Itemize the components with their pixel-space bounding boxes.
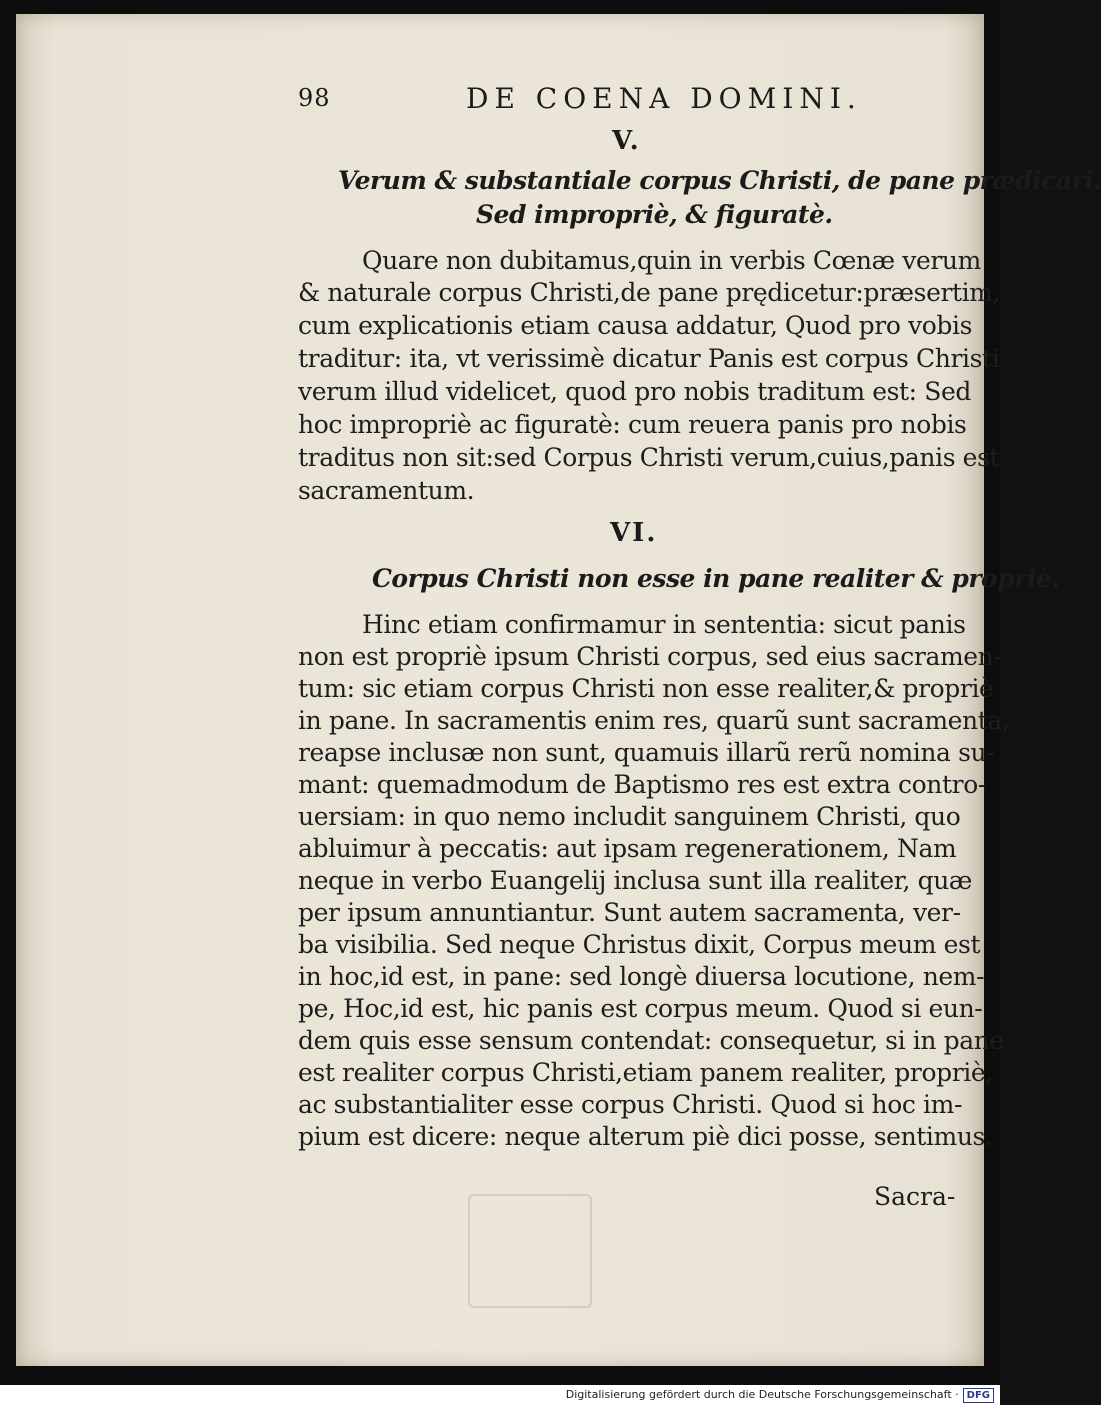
text-line: per ipsum annuntiantur. Sunt autem sacramenta, ver- (298, 898, 961, 927)
library-stamp (468, 1194, 592, 1308)
text-line: mant: quemadmodum de Baptismo res est extra contro- (298, 770, 986, 799)
section-number-6: VI. (610, 518, 658, 548)
dfg-logo-icon: DFG (963, 1388, 994, 1403)
text-line: hoc impropriè ac figuratè: cum reuera panis pro nobis (298, 410, 967, 439)
text-line: reapse inclusæ non sunt, quamuis illarũ rerũ nomina su- (298, 738, 995, 767)
running-head: DE COENA DOMINI. (466, 82, 862, 115)
text-line: Quare non dubitamus,quin in verbis Cœnæ verum (362, 246, 981, 275)
text-line: traditur: ita, vt verissimè dicatur Panis est corpus Christi (298, 344, 1000, 373)
text-line: in pane. In sacramentis enim res, quarũ sunt sacramenta, (298, 706, 1010, 735)
text-line: dem quis esse sensum contendat: consequetur, si in pane (298, 1026, 1004, 1055)
text-line: in hoc,id est, in pane: sed longè diuersa locutione, nem- (298, 962, 985, 991)
text-line: traditus non sit:sed Corpus Christi verum,cuius,panis est (298, 443, 1000, 472)
text-line: & naturale corpus Christi,de pane prędicetur:præsertim, (298, 278, 1001, 307)
book-page (16, 14, 1101, 1366)
text-line: pium est dicere: neque alterum piè dici posse, sentimus. (298, 1122, 993, 1151)
text-line: uersiam: in quo nemo includit sanguinem Christi, quo (298, 802, 961, 831)
section-title-6: Corpus Christi non esse in pane realiter & propriè. (372, 564, 1060, 593)
text-line: est realiter corpus Christi,etiam panem realiter, propriè, (298, 1058, 993, 1087)
section-number-5: V. (612, 126, 641, 156)
text-line: abluimur à peccatis: aut ipsam regenerationem, Nam (298, 834, 957, 863)
text-line: sacramentum. (298, 476, 475, 505)
text-line: Hinc etiam confirmamur in sententia: sicut panis (362, 610, 966, 639)
text-line: ac substantialiter esse corpus Christi. Quod si hoc im- (298, 1090, 962, 1119)
footer-credit: Digitalisierung gefördert durch die Deutsche Forschungsgemeinschaft · (565, 1388, 959, 1401)
text-line: ba visibilia. Sed neque Christus dixit, Corpus meum est (298, 930, 981, 959)
section-title-5-line-1: Verum & substantiale corpus Christi, de pane prædicari. (338, 166, 1101, 195)
text-line: non est propriè ipsum Christi corpus, sed eius sacramen- (298, 642, 1002, 671)
text-line: pe, Hoc,id est, hic panis est corpus meum. Quod si eun- (298, 994, 983, 1023)
page-number: 98 (298, 84, 331, 112)
catchword: Sacra- (874, 1182, 956, 1211)
text-line: verum illud videlicet, quod pro nobis traditum est: Sed (298, 377, 971, 406)
digitization-footer (0, 1385, 1000, 1405)
page-text (16, 14, 1101, 1366)
text-line: cum explicationis etiam causa addatur, Quod pro vobis (298, 311, 973, 340)
section-title-5-line-2: Sed impropriè, & figuratè. (476, 200, 833, 229)
text-line: tum: sic etiam corpus Christi non esse realiter,& propriè (298, 674, 994, 703)
text-line: neque in verbo Euangelij inclusa sunt illa realiter, quæ (298, 866, 973, 895)
